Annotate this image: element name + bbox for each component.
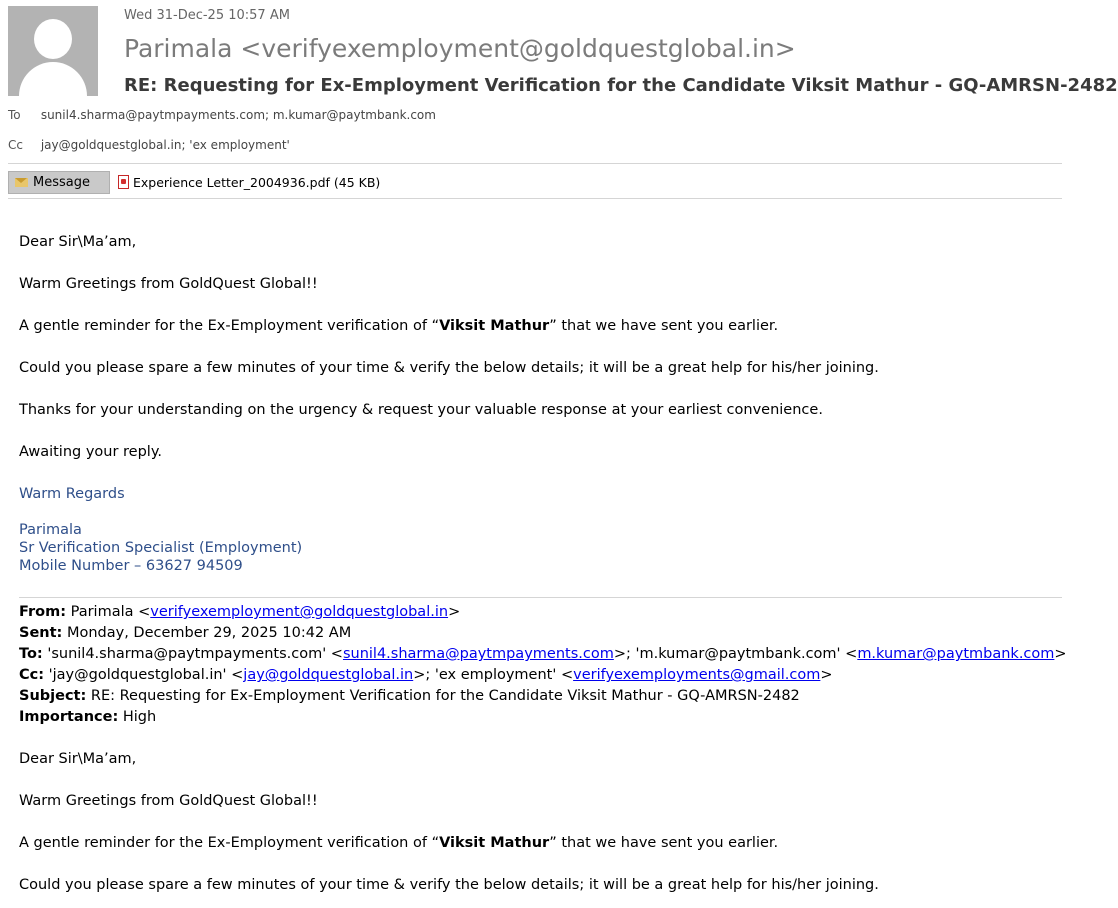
quoted-cc-label: Cc: [19,667,45,683]
quoted-subject [19,688,800,704]
quoted-subject-value: RE: Requesting for Ex-Employment Verification for the Candidate Viksit Mathur - GQ-AMRSN-2482 [86,688,800,704]
pdf-icon [118,175,129,189]
quoted-greeting: Dear Sir\Ma’am, [19,751,137,767]
quoted-reminder-post: ” that we have sent you earlier. [549,835,779,851]
body-greeting: Dear Sir\Ma’am, [19,234,137,250]
cc-recipients[interactable]: jay@goldquestglobal.in; 'ex employment' [40,138,290,152]
quoted-cc-email-link-2[interactable]: verifyexemployments@gmail.com [573,667,821,683]
signature-name: Parimala [19,522,82,538]
cc-label: Cc [8,138,23,152]
quoted-from [19,604,460,620]
quoted-to-text-a: 'sunil4.sharma@paytmpayments.com' < [42,646,343,662]
quoted-line-greetings: Warm Greetings from GoldQuest Global!! [19,793,318,809]
quote-divider [19,597,1062,598]
candidate-name: Viksit Mathur [439,318,550,334]
message-tab[interactable] [8,171,110,194]
avatar-head [34,19,72,59]
body-line-greetings: Warm Greetings from GoldQuest Global!! [19,276,318,292]
email-subject: RE: Requesting for Ex-Employment Verification for the Candidate Viksit Mathur - GQ-AMRSN-2482 [124,75,1118,96]
quoted-sent-label: Sent: [19,625,63,641]
reminder-post: ” that we have sent you earlier. [549,318,779,334]
sender-avatar [8,6,98,96]
email-date: Wed 31-Dec-25 10:57 AM [124,8,290,23]
signature-title: Sr Verification Specialist (Employment) [19,540,303,556]
quoted-sent [19,625,351,641]
quoted-importance-value: High [118,709,157,725]
quoted-cc [19,667,833,683]
body-line-reminder [19,318,778,334]
signature-regards: Warm Regards [19,486,125,502]
to-row [8,108,436,122]
quoted-cc-email-link-1[interactable]: jay@goldquestglobal.in [243,667,414,683]
quoted-importance [19,709,156,725]
body-line-awaiting: Awaiting your reply. [19,444,162,460]
quoted-from-close: > [448,604,461,620]
cc-row [8,138,290,152]
quoted-to-label: To: [19,646,43,662]
attachment-pdf[interactable] [118,175,380,190]
quoted-from-label: From: [19,604,66,620]
quoted-line-request: Could you please spare a few minutes of your time & verify the below details; it will be a great help for his/her joining. [19,877,879,893]
signature-mobile: Mobile Number – 63627 94509 [19,558,243,574]
quoted-to-text-b: >; 'm.kumar@paytmbank.com' < [613,646,858,662]
quoted-to-email-link-2[interactable]: m.kumar@paytmbank.com [857,646,1055,662]
to-recipients[interactable]: sunil4.sharma@paytmpayments.com; m.kumar@paytmbank.com [40,108,436,122]
message-tabs [8,171,380,193]
quoted-cc-text-b: >; 'ex employment' < [413,667,574,683]
to-label: To [8,108,21,122]
quoted-line-reminder [19,835,778,851]
quoted-to-text-c: > [1054,646,1067,662]
email-sender[interactable]: Parimala <verifyexemployment@goldquestglobal.in> [124,34,796,63]
quoted-candidate-name: Viksit Mathur [439,835,550,851]
attachment-label: Experience Letter_2004936.pdf (45 KB) [133,174,381,190]
quoted-cc-text-a: 'jay@goldquestglobal.in' < [44,667,244,683]
quoted-from-name: Parimala < [66,604,151,620]
quoted-cc-text-c: > [820,667,833,683]
tabs-divider [8,198,1062,199]
quoted-subject-label: Subject: [19,688,87,704]
quoted-to [19,646,1067,662]
body-line-thanks: Thanks for your understanding on the urgency & request your valuable response at your earliest convenience. [19,402,823,418]
quoted-reminder-pre: A gentle reminder for the Ex-Employment verification of “ [19,835,440,851]
quoted-sent-value: Monday, December 29, 2025 10:42 AM [62,625,352,641]
header-divider [8,163,1062,164]
message-tab-label: Message [33,174,90,190]
reminder-pre: A gentle reminder for the Ex-Employment verification of “ [19,318,440,334]
quoted-from-email-link[interactable]: verifyexemployment@goldquestglobal.in [150,604,449,620]
quoted-importance-label: Importance: [19,709,119,725]
envelope-icon [15,178,28,187]
body-line-request: Could you please spare a few minutes of your time & verify the below details; it will be a great help for his/her joining. [19,360,879,376]
quoted-to-email-link-1[interactable]: sunil4.sharma@paytmpayments.com [342,646,614,662]
